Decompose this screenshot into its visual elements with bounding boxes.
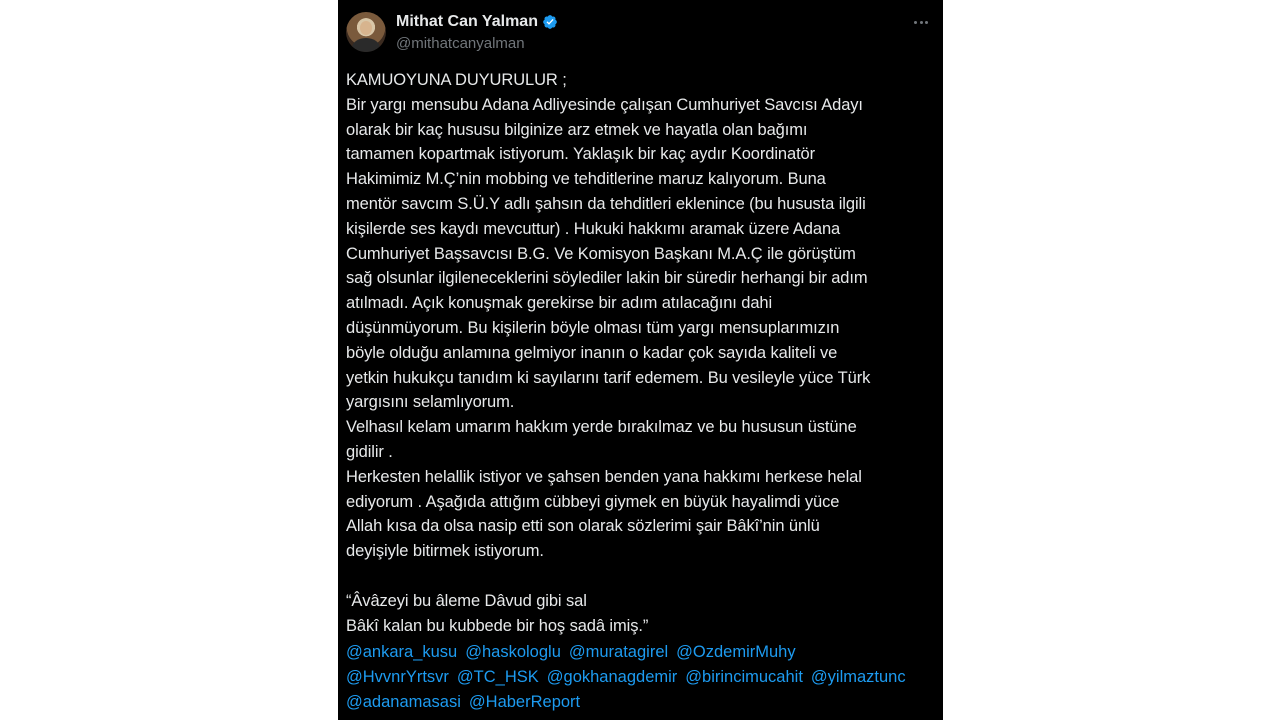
tweet-text-line: Allah kısa da olsa nasip etti son olarak sözlerimi şair Bâkî’nin ünlü (346, 517, 820, 536)
mention-link[interactable]: @haskologlu (465, 643, 561, 661)
more-dot (914, 21, 917, 24)
author-handle[interactable]: @mithatcanyalman (396, 35, 525, 52)
tweet-text-line: kişilerde ses kaydı mevcuttur) . Hukuki hakkımı aramak üzere Adana (346, 219, 841, 238)
tweet-text-line: olarak bir kaç hususu bilginize arz etmek ve hayatla olan bağımı (346, 120, 808, 139)
tweet-text-line: yetkin hukukçu tanıdım ki sayılarını tarif edemem. Bu vesileyle yüce Türk (346, 368, 871, 387)
tweet-text-line: deyişiyle bitirmek istiyorum. (346, 542, 544, 561)
tweet-text-line: tamamen kopartmak istiyorum. Yaklaşık bir kaç aydır Koordinatör (346, 145, 816, 164)
mention-link[interactable]: @OzdemirMuhy (676, 643, 796, 661)
more-dot (920, 21, 923, 24)
tweet-text-line: gidilir . (346, 442, 393, 461)
mention-link[interactable]: @HaberReport (468, 692, 581, 711)
author-info (396, 12, 558, 54)
more-options-icon[interactable] (911, 12, 931, 32)
author-display-name[interactable] (396, 12, 558, 32)
tweet-text-line: “Âvâzeyi bu âleme Dâvud gibi sal (346, 591, 587, 610)
tweet-text-line: Cumhuriyet Başsavcısı B.G. Ve Komisyon Başkanı M.A.Ç ile görüştüm (346, 244, 856, 263)
mention-link[interactable]: @gokhanagdemir (546, 667, 678, 686)
mention-link[interactable]: @TC_HSK (456, 667, 539, 686)
tweet-text-line: Hakimimiz M.Ç’nin mobbing ve tehditlerine maruz kalıyorum. Buna (346, 170, 826, 189)
tweet-mentions (346, 640, 941, 714)
tweet-text-line: düşünmüyorum. Bu kişilerin böyle olması tüm yargı mensuplarımızın (346, 318, 840, 337)
author-name-text[interactable]: Mithat Can Yalman (396, 13, 538, 30)
tweet-text-line: mentör savcım S.Ü.Y adlı şahsın da tehditleri eklenince (bu hususta ilgili (346, 194, 866, 213)
mention-link[interactable]: @adanamasasi (346, 692, 461, 711)
tweet-header (338, 0, 943, 62)
tweet-text-line: KAMUOYUNA DUYURULUR ; (346, 71, 567, 89)
mentions-line (346, 640, 941, 665)
mention-link[interactable]: @HvvnrYrtsvr (346, 667, 449, 686)
mention-link[interactable]: @yilmaztunc (810, 667, 906, 686)
tweet-text-line: Bâkî kalan bu kubbede bir hoş sadâ imiş.” (346, 616, 649, 635)
mention-link[interactable]: @muratagirel (568, 643, 669, 661)
avatar[interactable] (346, 12, 386, 52)
tweet-text-line: sağ olsunlar ilgileneceklerini söylediler lakin bir süredir herhangi bir adım (346, 269, 868, 288)
tweet-text-line: Velhasıl kelam umarım hakkım yerde bırakılmaz ve bu hususun üstüne (346, 418, 857, 437)
mentions-line (346, 665, 941, 690)
verified-badge-icon (542, 14, 558, 30)
tweet-text-line: atılmadı. Açık konuşmak gerekirse bir adım atılacağını dahi (346, 294, 773, 313)
tweet-card (338, 0, 943, 720)
avatar-face (360, 21, 372, 35)
mentions-line (346, 690, 941, 715)
avatar-shoulders (352, 38, 380, 52)
tweet-text-blank-line (346, 564, 941, 589)
tweet-text-line: yargısını selamlıyorum. (346, 393, 515, 412)
tweet-text-line: Herkesten helallik istiyor ve şahsen benden yana hakkımı herkese helal (346, 467, 862, 486)
tweet-text-line: Bir yargı mensubu Adana Adliyesinde çalışan Cumhuriyet Savcısı Adayı (346, 95, 863, 114)
tweet-text-line: böyle olduğu anlamına gelmiyor inanın o kadar çok sayıda kaliteli ve (346, 343, 838, 362)
tweet-text (346, 68, 941, 638)
tweet-text-line: ediyorum . Aşağıda attığım cübbeyi giymek en büyük hayalimdi yüce (346, 492, 840, 511)
more-dot (925, 21, 928, 24)
mention-link[interactable]: @ankara_kusu (346, 643, 458, 661)
mention-link[interactable]: @birincimucahit (685, 667, 803, 686)
